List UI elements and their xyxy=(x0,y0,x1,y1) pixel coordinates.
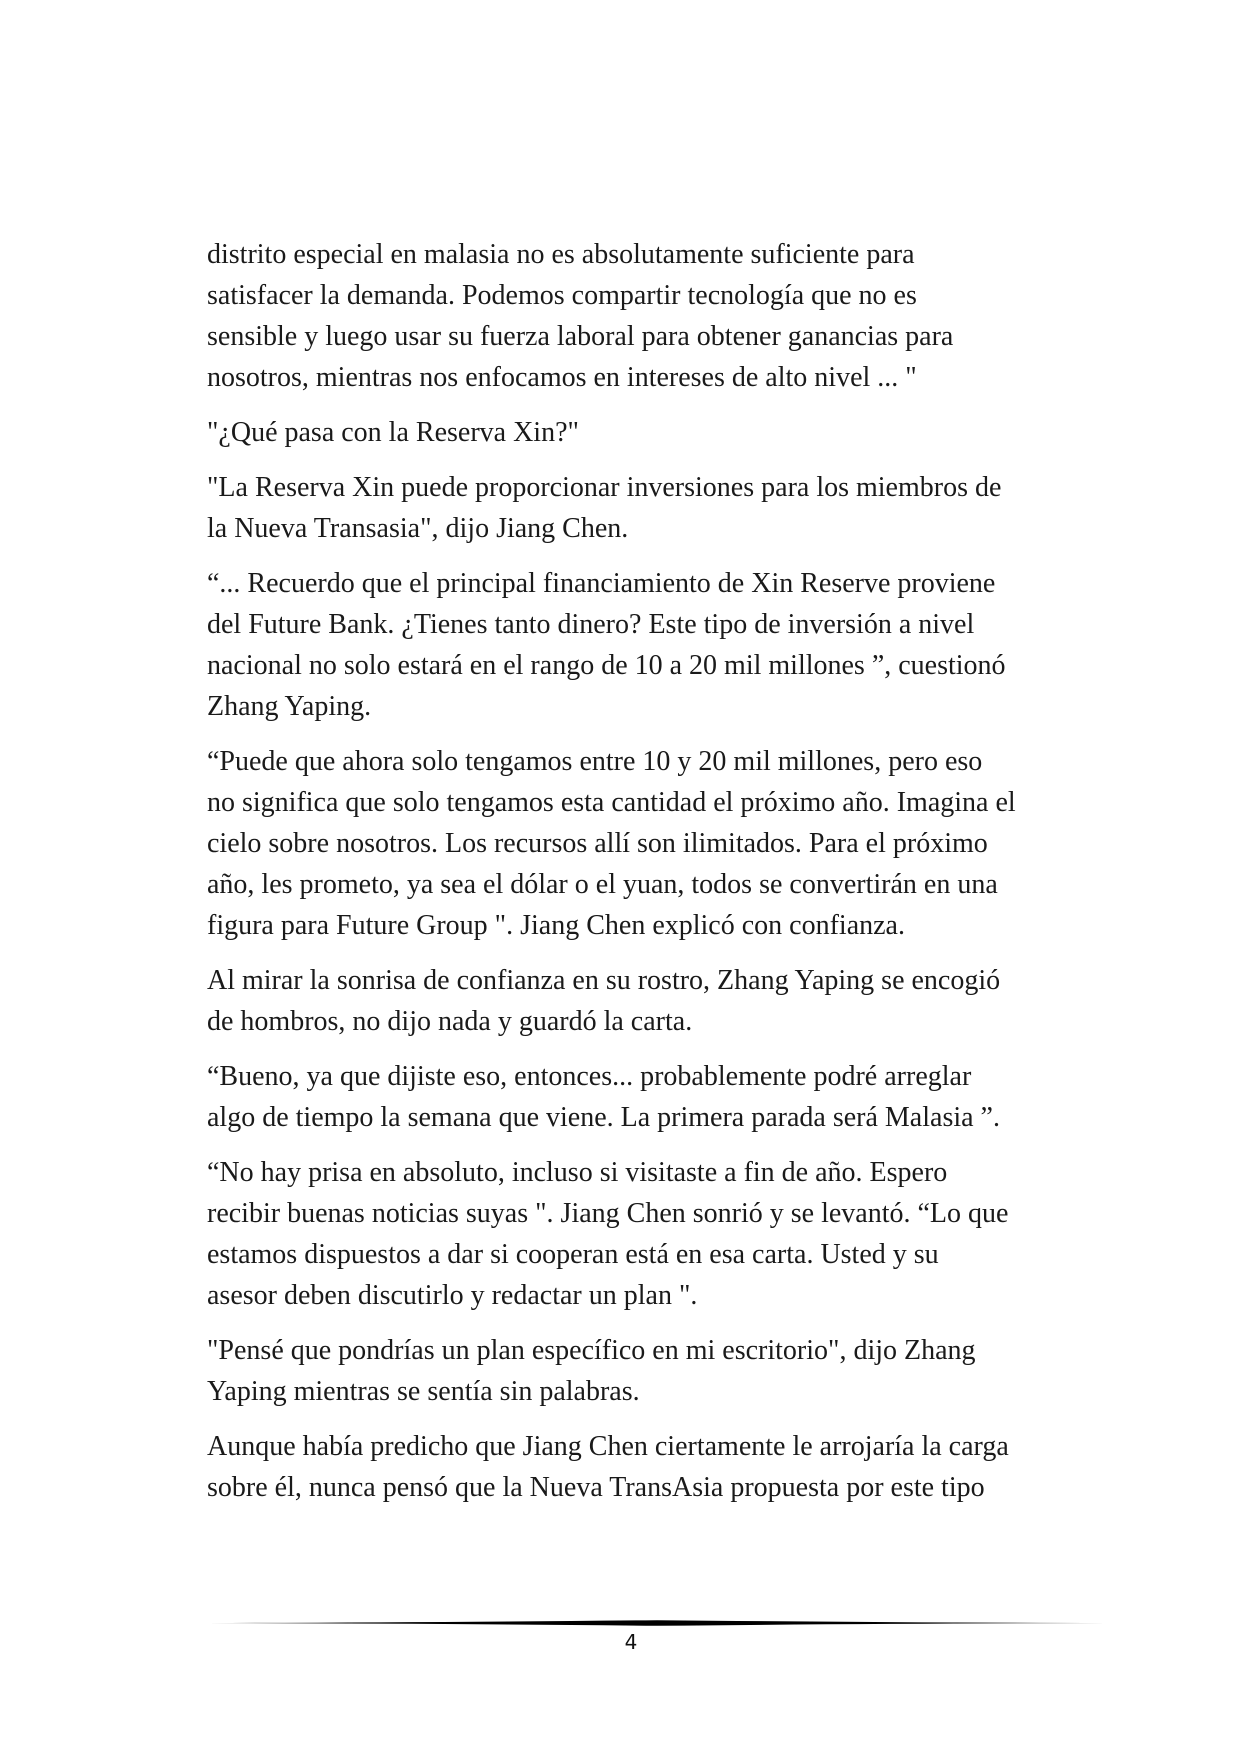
text-line: “... Recuerdo que el principal financiamiento de Xin Reserve proviene xyxy=(207,568,996,599)
text-line: nosotros, mientras nos enfocamos en intereses de alto nivel ... " xyxy=(207,362,917,393)
page-number: 4 xyxy=(624,1630,638,1654)
text-line: sensible y luego usar su fuerza laboral para obtener ganancias para xyxy=(207,321,954,352)
text-line: recibir buenas noticias suyas ". Jiang Chen sonrió y se levantó. “Lo que xyxy=(207,1198,1009,1229)
text-line: "¿Qué pasa con la Reserva Xin?" xyxy=(207,417,579,448)
paragraph xyxy=(207,234,1069,398)
text-line: distrito especial en malasia no es absolutamente suficiente para xyxy=(207,239,915,270)
paragraph xyxy=(207,1426,1069,1508)
text-line: “Bueno, ya que dijiste eso, entonces... probablemente podré arreglar xyxy=(207,1061,972,1092)
text-line: año, les prometo, ya sea el dólar o el yuan, todos se convertirán en una xyxy=(207,869,998,900)
text-line: del Future Bank. ¿Tienes tanto dinero? Este tipo de inversión a nivel xyxy=(207,609,975,640)
text-line: Aunque había predicho que Jiang Chen ciertamente le arrojaría la carga xyxy=(207,1431,1009,1462)
text-line: sobre él, nunca pensó que la Nueva TransAsia propuesta por este tipo xyxy=(207,1472,985,1503)
paragraph xyxy=(207,1152,1069,1316)
text-line: estamos dispuestos a dar si cooperan está en esa carta. Usted y su xyxy=(207,1239,939,1270)
text-line: algo de tiempo la semana que viene. La primera parada será Malasia ”. xyxy=(207,1102,1000,1133)
text-line: la Nueva Transasia", dijo Jiang Chen. xyxy=(207,513,629,544)
paragraph xyxy=(207,1056,1069,1138)
body-text xyxy=(207,234,1069,1522)
paragraph xyxy=(207,412,1069,453)
footer-rule-stroke xyxy=(207,1620,1107,1626)
text-line: Al mirar la sonrisa de confianza en su rostro, Zhang Yaping se encogió xyxy=(207,965,1001,996)
text-line: “No hay prisa en absoluto, incluso si visitaste a fin de año. Espero xyxy=(207,1157,948,1188)
text-line: satisfacer la demanda. Podemos compartir tecnología que no es xyxy=(207,280,917,311)
paragraph xyxy=(207,467,1069,549)
text-line: "La Reserva Xin puede proporcionar inversiones para los miembros de xyxy=(207,472,1002,503)
text-line: “Puede que ahora solo tengamos entre 10 y 20 mil millones, pero eso xyxy=(207,746,983,777)
text-line: no significa que solo tengamos esta cantidad el próximo año. Imagina el xyxy=(207,787,1016,818)
paragraph xyxy=(207,1330,1069,1412)
text-line: Zhang Yaping. xyxy=(207,691,372,722)
paragraph xyxy=(207,563,1069,727)
footer-rule xyxy=(207,1618,1107,1628)
text-line: figura para Future Group ". Jiang Chen explicó con confianza. xyxy=(207,910,905,941)
text-line: Yaping mientras se sentía sin palabras. xyxy=(207,1376,640,1407)
text-line: nacional no solo estará en el rango de 10 a 20 mil millones ”, cuestionó xyxy=(207,650,1006,681)
text-line: "Pensé que pondrías un plan específico en mi escritorio", dijo Zhang xyxy=(207,1335,976,1366)
paragraph xyxy=(207,960,1069,1042)
text-line: cielo sobre nosotros. Los recursos allí son ilimitados. Para el próximo xyxy=(207,828,988,859)
text-line: de hombros, no dijo nada y guardó la carta. xyxy=(207,1006,693,1037)
text-line: asesor deben discutirlo y redactar un plan ". xyxy=(207,1280,698,1311)
paragraph xyxy=(207,741,1069,946)
